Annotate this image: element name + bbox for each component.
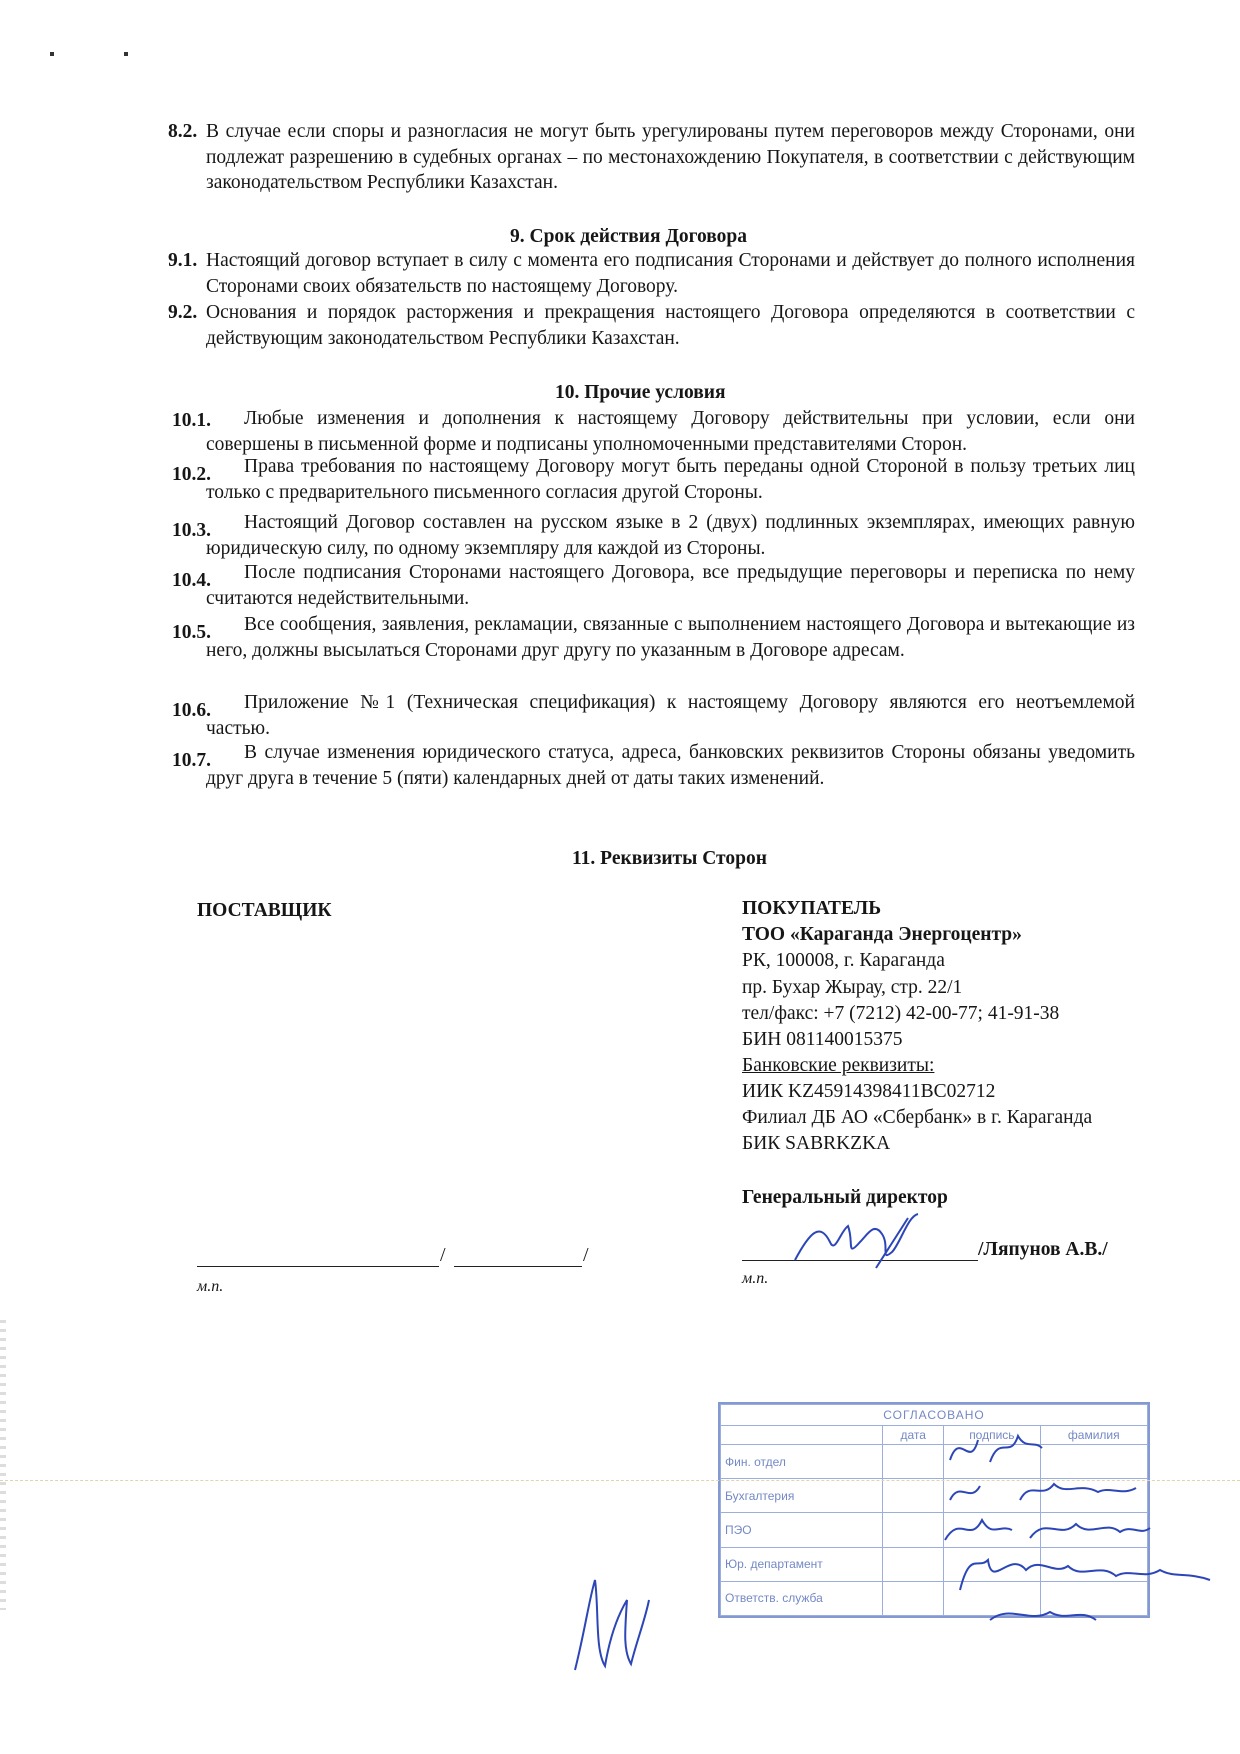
- clause-number: 10.6.: [172, 700, 211, 721]
- clause-text: Все сообщения, заявления, рекламации, связанные с выполнением настоящего Договора и вытекающие из него, должны высылаться Сторонами друг другу по указанным в Договоре адресам.: [206, 614, 1135, 661]
- handwritten-mark: [565, 1570, 655, 1680]
- clause-10-5: [172, 612, 1135, 663]
- clause-number: 10.7.: [172, 750, 211, 771]
- clause-number: 9.2.: [168, 302, 198, 323]
- stamp-row-label: Бухгалтерия: [721, 1479, 883, 1513]
- clause-text: После подписания Сторонами настоящего Договора, все предыдущие переговоры и переписка по нему считаются недействительными.: [206, 562, 1135, 609]
- stamp-row-label: Юр. департамент: [721, 1547, 883, 1581]
- stamp-header-surname: фамилия: [1040, 1426, 1147, 1445]
- supplier-seal-place: м.п.: [197, 1278, 224, 1295]
- buyer-bin: БИН 081140015375: [742, 1029, 903, 1050]
- buyer-bank-title: Банковские реквизиты:: [742, 1055, 935, 1076]
- stamp-row-label: Ответств. служба: [721, 1581, 883, 1615]
- clause-text: Приложение №1 (Техническая спецификация) к настоящему Договору являются его неотъемлемой частью.: [206, 692, 1135, 739]
- clause-number: 10.1.: [172, 410, 211, 431]
- buyer-bik: БИК SABRKZKA: [742, 1133, 891, 1154]
- buyer-bank: Филиал ДБ АО «Сбербанк» в г. Караганда: [742, 1107, 1093, 1128]
- clause-10-1: [172, 406, 1135, 457]
- buyer-signer-name: /Ляпунов А.В./: [978, 1239, 1108, 1260]
- stamp-title: СОГЛАСОВАНО: [721, 1405, 1148, 1426]
- clause-9-2: [168, 300, 1135, 351]
- clause-10-4: [172, 560, 1135, 611]
- clause-10-3: [172, 510, 1135, 561]
- supplier-label: ПОСТАВЩИК: [197, 900, 332, 921]
- stamp-row-label: ПЭО: [721, 1513, 883, 1547]
- clause-9-1: [168, 248, 1135, 299]
- supplier-name-line: [454, 1266, 582, 1267]
- clause-text: Настоящий договор вступает в силу с момента его подписания Сторонами и действует до полного исполнения Сторонами своих обязательств по настоящему Договору.: [206, 250, 1135, 297]
- scan-edge-marks: [0, 1320, 6, 1610]
- stamp-header-signature: подпись: [944, 1426, 1040, 1445]
- clause-text: В случае если споры и разногласия не могут быть урегулированы путем переговоров между Сторонами, они подлежат разрешению в судебных органах – по местонахождению Покупателя, в соответствии с действующим законодательством Республики Казахстан.: [206, 121, 1135, 193]
- buyer-address-street: пр. Бухар Жырау, стр. 22/1: [742, 977, 963, 998]
- page-fold-line: [0, 1480, 1240, 1481]
- clause-number: 10.5.: [172, 622, 211, 643]
- buyer-address-city: РК, 100008, г. Караганда: [742, 950, 945, 971]
- clause-number: 10.3.: [172, 520, 211, 541]
- clause-8-2: [168, 119, 1135, 196]
- clause-text: Настоящий Договор составлен на русском языке в 2 (двух) подлинных экземплярах, имеющих равную юридическую силу, по одному экземпляру для каждой из Стороны.: [206, 512, 1135, 559]
- buyer-seal-place: м.п.: [742, 1270, 769, 1287]
- buyer-phone: тел/факс: +7 (7212) 42-00-77; 41-91-38: [742, 1003, 1060, 1024]
- buyer-position: Генеральный директор: [742, 1187, 948, 1208]
- clause-number: 10.4.: [172, 570, 211, 591]
- scan-mark: [50, 52, 54, 56]
- clause-10-7: [172, 740, 1135, 791]
- stamp-header-date: дата: [883, 1426, 944, 1445]
- section-11-title: 11. Реквизиты Сторон: [572, 848, 767, 869]
- section-9-title: 9. Срок действия Договора: [510, 226, 748, 247]
- stamp-row-label: Фин. отдел: [721, 1445, 883, 1479]
- clause-10-6: [172, 690, 1135, 741]
- buyer-label: ПОКУПАТЕЛЬ: [742, 898, 882, 919]
- scan-mark: [124, 52, 128, 56]
- clause-text: Права требования по настоящему Договору могут быть переданы одной Стороной в пользу третьих лиц только с предварительного письменного согласия другой Стороны.: [206, 456, 1135, 503]
- clause-number: 9.1.: [168, 250, 198, 271]
- approval-signatures: [930, 1420, 1230, 1660]
- buyer-company: ТОО «Караганда Энергоцентр»: [742, 924, 1022, 945]
- separator-slash: /: [583, 1244, 589, 1266]
- buyer-iik: ИИК KZ45914398411BC02712: [742, 1081, 996, 1102]
- clause-number: 8.2.: [168, 121, 198, 142]
- clause-text: В случае изменения юридического статуса, адреса, банковских реквизитов Стороны обязаны уведомить друг друга в течение 5 (пяти) календарных дней от даты таких изменений.: [206, 742, 1135, 789]
- section-10-title: 10. Прочие условия: [555, 382, 726, 403]
- separator-slash: /: [440, 1244, 446, 1266]
- clause-text: Любые изменения и дополнения к настоящему Договору действительны при условии, если они совершены в письменной форме и подписаны уполномоченными представителями Сторон.: [206, 408, 1135, 455]
- stamp-header-blank: [721, 1426, 883, 1445]
- clause-number: 10.2.: [172, 464, 211, 485]
- supplier-signature-line: [197, 1266, 439, 1267]
- director-signature: [790, 1212, 930, 1272]
- clause-10-2: [172, 454, 1135, 505]
- clause-text: Основания и порядок расторжения и прекращения настоящего Договора определяются в соответствии с действующим законодательством Республики Казахстан.: [206, 302, 1135, 349]
